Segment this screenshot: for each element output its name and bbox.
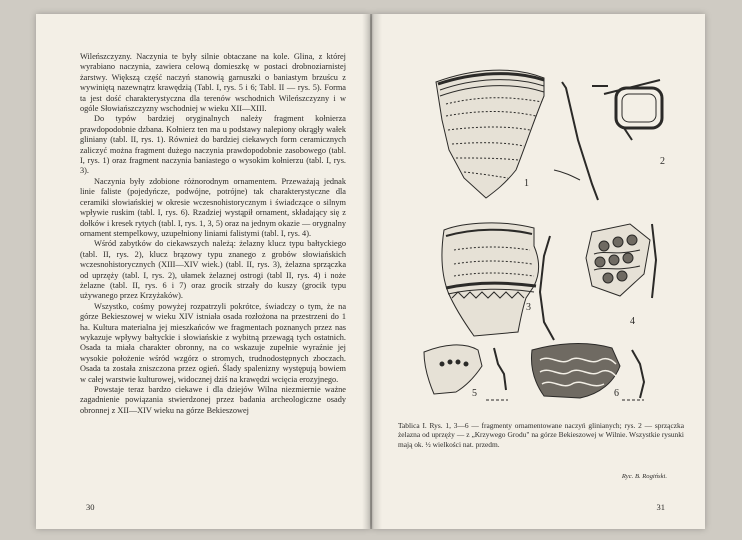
figure-label-1: 1 — [524, 178, 529, 189]
figure-caption: Tablica I. Rys. 1, 3—6 — fragmenty ornamentowane naczyń glinianych; rys. 2 — sprzączka żelazna od uprzęży — z „Krzywego Grodu" na górze Bekieszowej w Wilnie. Wszystkie rysunki mają ok. ½ wielkości nat. przedm. — [398, 421, 684, 449]
paragraph: Naczynia były zdobione różnorodnym ornamentem. Przeważają jednak linie faliste (pojedyńcze, podwójne, potrójne) tak charakterystyczne dla ceramiki słowiańskiej w okresie wczesnohistorycznym i świadczące o silnym wpływie ruskim (tabl. I, rys. 6). Rzadziej wystąpił ornament, składający się z dołków i kresek rytych (tabl. I, rys. 1, 3, 5) oraz na jednym okazie — orygnalny ornament stempelkowy, uzupełniony liniami falistymi (tabl. I, rys. 4). — [80, 176, 346, 238]
paragraph: Powstaje teraz bardzo ciekawe i dla dziejów Wilna niezmiernie ważne zagadnienie powiązania stwierdzonej przez badania archeologiczne osady obronnej z XII—XIV wieku na górze Bekieszowej — [80, 385, 346, 415]
pottery-fragment-3 — [442, 223, 539, 336]
figure-label-3: 3 — [526, 302, 531, 313]
paragraph: Wśród zabytków do ciekawszych należą: żelazny klucz typu bałtyckiego (tabl. II, rys. 2), klucz brązowy typu znanego z grobów słowiańskich wczesnohistorycznych (XIII—XIV wiek.) (tabl. II, rys. 3), żelazna sprzączka od uprzęży (tabl. I, rys. 2), ułamek żelaznej ostrogi (tabl II, rys. 4) i noże żelazne (tabl. II, rys. 6 i 7) oraz grocik strzały do kuszy (grocik typu używanego przez Krzyżaków). — [80, 239, 346, 301]
figure-label-4: 4 — [630, 316, 635, 327]
right-page — [372, 14, 705, 529]
paragraph: Wszystko, cośmy powyżej rozpatrzyli pokrótce, świadczy o tym, że na górze Bekieszowej w wieku XIV istniała osada rozłożona na przestrzeni do 1 ha. Kultura materialna jej mieszkańców we fragmentach poznanych przez nas wykazuje wpływy bałtyckie i słowiańskie z wybitną przewagą tych ostatnich. Osada ta miała charakter obronny, na co wskazuje zupełnie wyraźnie jej wysokie położenie wśród wzgórz o stromych, trudnodostępnych zboczach. Osada ta została zniszczona przez ogień. Ślady spalenizny występują bowiem w całej warstwie kulturowej, widocznej dziś na krawędzi wcięcia erozyjnego. — [80, 301, 346, 384]
page-number-right: 31 — [656, 502, 665, 512]
book-gutter — [362, 14, 382, 529]
left-page — [36, 14, 370, 529]
pottery-fragment-4 — [586, 224, 650, 296]
plate-illustration — [394, 60, 689, 404]
figure-label-5: 5 — [472, 388, 477, 399]
page-number-left: 30 — [86, 502, 95, 512]
figure-label-2: 2 — [660, 156, 665, 167]
figure-label-6: 6 — [614, 388, 619, 399]
pottery-fragment-6 — [532, 344, 621, 398]
buckle-drawing — [592, 80, 662, 140]
left-page-text — [80, 52, 346, 416]
pottery-fragment-5 — [424, 345, 482, 394]
paragraph: Do typów bardziej oryginalnych należy fragment kołnierza prawdopodobnie dzbana. Kołnierz ten ma u podstawy nalepiony okrągły wałek gliniany (tabl. II, rys. 1). Również do bardziej ciekawych form ceramicznych zaliczyć można fragment dużego naczynia prawdopodobnie zasobowego (tabl. I, rys. 1) oraz fragment naczynia baniastego o wysokim kołnierzu (tabl. I, rys. 3). — [80, 114, 346, 176]
paragraph: Wileńszczyzny. Naczynia te były silnie obtaczane na kole. Glina, z której wyrabiano naczynia, zawiera celową domieszkę w postaci drobnoziarnistej żarstwy. Większą część naczyń stanowią garnuszki o baniastym brzuścu z wywiniętą nazewnątrz krawędzią (Tabl. I, rys. 5 i 6; Tabl. II — rys. 5). Forma ta jest dość charakterystyczna dla terenów wschodnich Wileńszczyzny i w ogóle Słowiańszczyzny wschodniej w wieku XII—XIII. — [80, 52, 346, 114]
illustration-credit: Ryc. B. Rogiński. — [621, 473, 667, 480]
